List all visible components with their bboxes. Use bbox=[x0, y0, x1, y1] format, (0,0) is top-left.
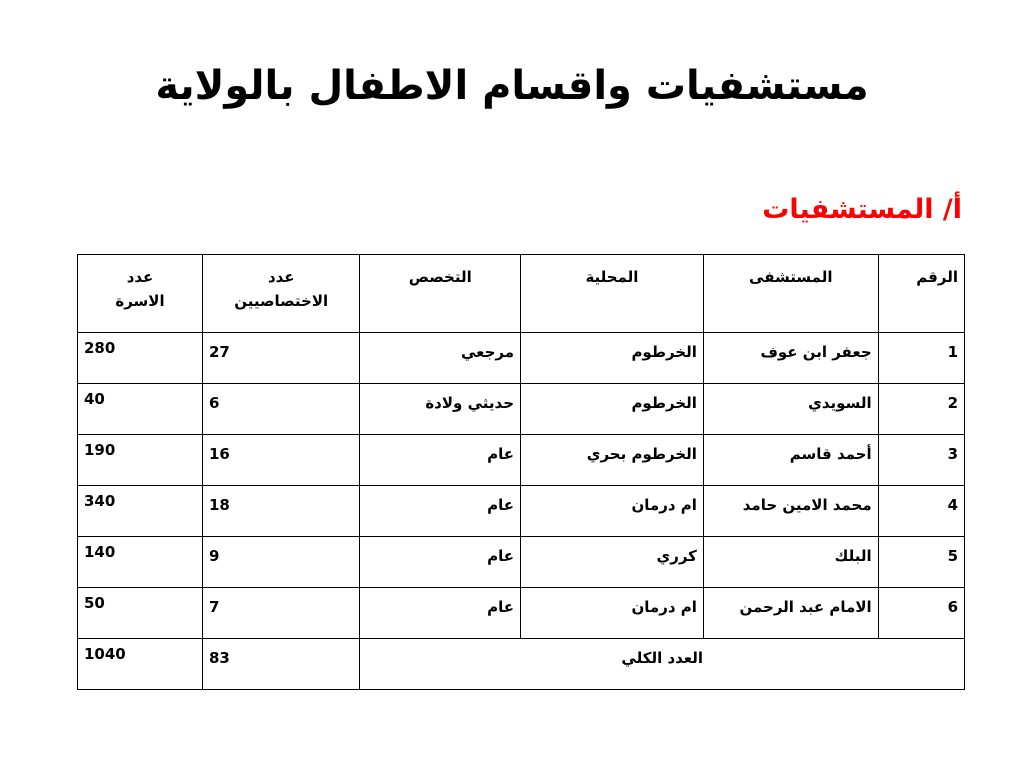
cell-number: 5 bbox=[878, 537, 964, 588]
cell-locality: كرري bbox=[521, 537, 704, 588]
cell-number: 6 bbox=[878, 588, 964, 639]
header-locality: المحلية bbox=[521, 255, 704, 333]
header-beds-line1: عدد bbox=[126, 268, 154, 286]
cell-beds: 190 bbox=[78, 435, 203, 486]
cell-specialists: 9 bbox=[203, 537, 360, 588]
header-beds bbox=[78, 255, 203, 333]
table-header-row bbox=[78, 255, 965, 333]
header-specialists-line1: عدد bbox=[267, 268, 295, 286]
total-label: العدد الكلي bbox=[360, 639, 965, 690]
cell-specialty: عام bbox=[360, 537, 521, 588]
table-row bbox=[78, 588, 965, 639]
cell-specialists: 16 bbox=[203, 435, 360, 486]
cell-hospital: جعفر ابن عوف bbox=[703, 333, 878, 384]
header-specialty: التخصص bbox=[360, 255, 521, 333]
table-row bbox=[78, 384, 965, 435]
cell-locality: ام درمان bbox=[521, 588, 704, 639]
cell-number: 2 bbox=[878, 384, 964, 435]
cell-hospital: أحمد قاسم bbox=[703, 435, 878, 486]
hospitals-table bbox=[77, 254, 965, 690]
cell-specialists: 7 bbox=[203, 588, 360, 639]
cell-specialty: عام bbox=[360, 435, 521, 486]
header-hospital: المستشفى bbox=[703, 255, 878, 333]
page-title: مستشفيات واقسام الاطفال بالولاية bbox=[155, 63, 869, 109]
cell-hospital: الامام عبد الرحمن bbox=[703, 588, 878, 639]
cell-specialty: حديثي ولادة bbox=[360, 384, 521, 435]
cell-beds: 40 bbox=[78, 384, 203, 435]
cell-locality: الخرطوم bbox=[521, 384, 704, 435]
cell-beds: 280 bbox=[78, 333, 203, 384]
table-row bbox=[78, 333, 965, 384]
cell-specialists: 6 bbox=[203, 384, 360, 435]
cell-hospital: البلك bbox=[703, 537, 878, 588]
cell-hospital: محمد الامين حامد bbox=[703, 486, 878, 537]
cell-hospital: السويدي bbox=[703, 384, 878, 435]
cell-locality: الخرطوم بحري bbox=[521, 435, 704, 486]
header-specialists bbox=[203, 255, 360, 333]
table-row bbox=[78, 537, 965, 588]
cell-locality: ام درمان bbox=[521, 486, 704, 537]
cell-number: 4 bbox=[878, 486, 964, 537]
cell-number: 1 bbox=[878, 333, 964, 384]
table-row bbox=[78, 486, 965, 537]
table-total-row bbox=[78, 639, 965, 690]
table-row bbox=[78, 435, 965, 486]
header-beds-line2: الاسرة bbox=[115, 292, 165, 310]
header-number: الرقم bbox=[878, 255, 964, 333]
cell-specialists: 18 bbox=[203, 486, 360, 537]
cell-specialists: 27 bbox=[203, 333, 360, 384]
section-heading-hospitals: أ/ المستشفيات bbox=[762, 194, 962, 225]
total-beds: 1040 bbox=[78, 639, 203, 690]
header-specialists-line2: الاختصاصيين bbox=[234, 292, 329, 310]
cell-specialty: عام bbox=[360, 486, 521, 537]
cell-beds: 340 bbox=[78, 486, 203, 537]
cell-number: 3 bbox=[878, 435, 964, 486]
cell-specialty: عام bbox=[360, 588, 521, 639]
cell-beds: 50 bbox=[78, 588, 203, 639]
cell-locality: الخرطوم bbox=[521, 333, 704, 384]
cell-beds: 140 bbox=[78, 537, 203, 588]
cell-specialty: مرجعي bbox=[360, 333, 521, 384]
total-specialists: 83 bbox=[203, 639, 360, 690]
